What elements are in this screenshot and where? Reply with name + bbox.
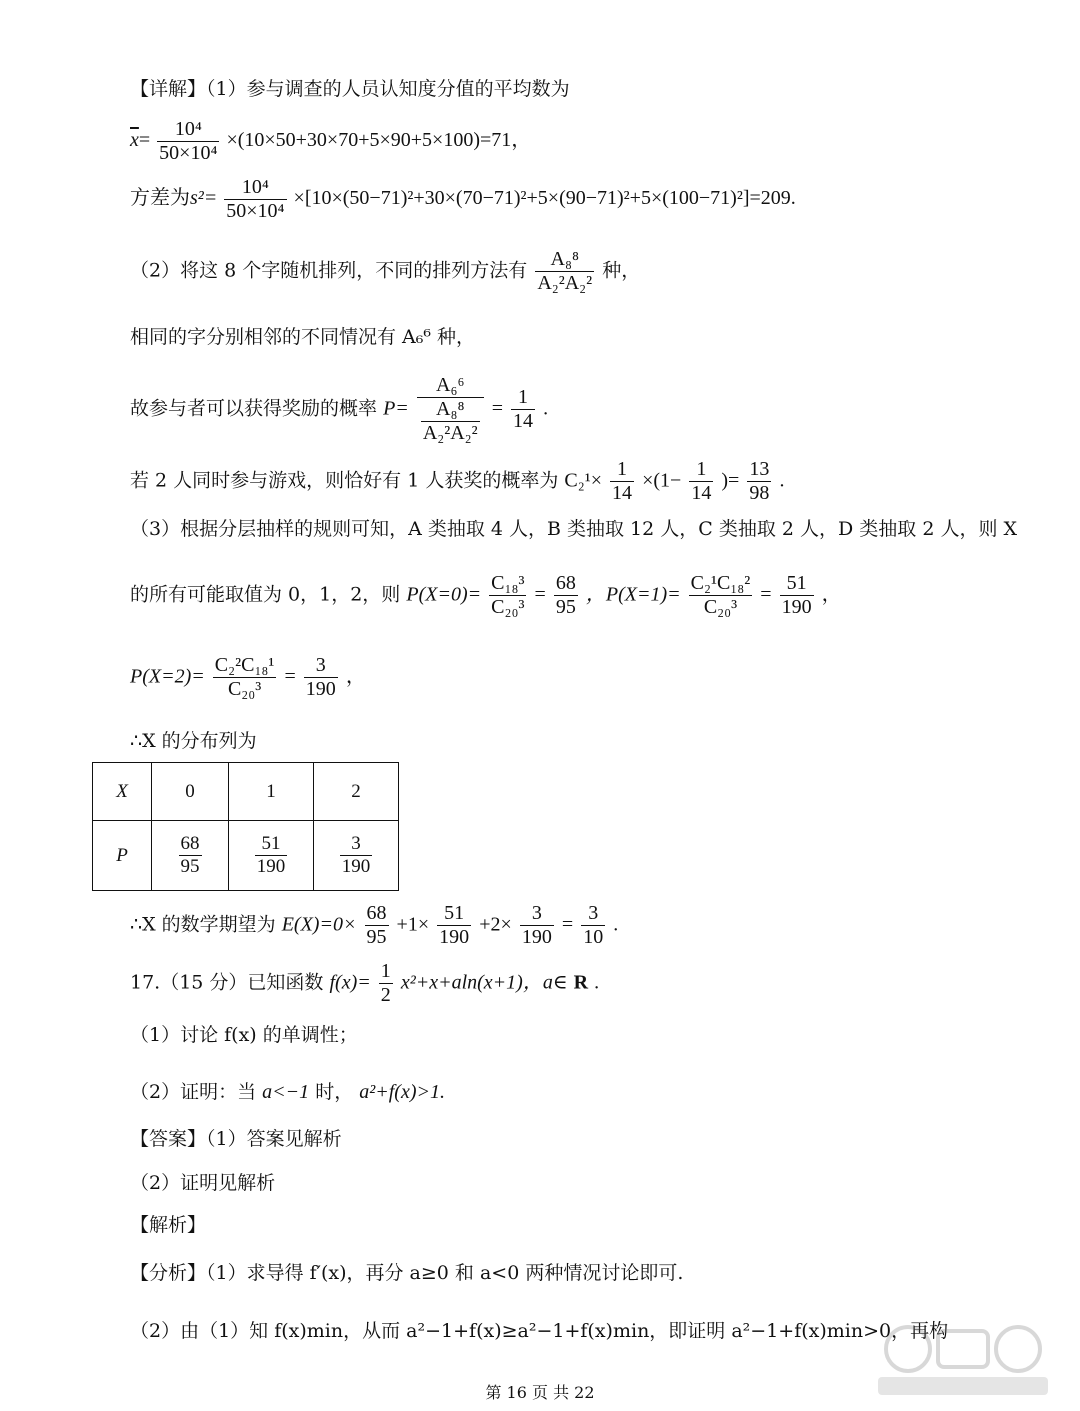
answer-heading: 【答案】（1）答案见解析 xyxy=(130,1128,342,1150)
mean-fraction: $\frac{\text{10⁴}}{\text{50×10⁴}}$ xyxy=(159,118,218,164)
stratified-sampling-line: （3）根据分层抽样的规则可知，A 类抽取 4 人，B 类抽取 12 人，C 类抽取 2 人，D 类抽取 2 人，则 X xyxy=(130,518,1018,540)
table-cell: 2 xyxy=(314,763,399,821)
mean-formula: $\overline{x}=$ $\frac{\text{10⁴}}{\text{50×10⁴}}$ ×(10×50+30×70+5×90+5×100)=71， xyxy=(130,118,532,164)
distribution-table xyxy=(92,762,399,891)
adjacent-count-line: 相同的字分别相邻的不同情况有 A₆⁶ 种， xyxy=(130,326,476,348)
answer-part-2: （2）证明见解析 xyxy=(130,1172,276,1194)
two-player-probability-line: 若 2 人同时参与游戏，则恰好有 1 人获奖的概率为 C₂¹× $\frac{1}{14}$ ×(1− $\frac{1}{14}$ )= $\frac{13}{98}$ . xyxy=(130,458,785,504)
reward-probability-line: 故参与者可以获得奖励的概率 P= $\frac{\text{A₆⁶}}{\frac{\text{A₈⁸}}{\text{A₂²A₂²}}}$ = $\frac{1}{14}$ . xyxy=(130,374,549,444)
p-x-2-line: P(X=2)= $\frac{\text{C₂²C₁₈¹}}{\text{C₂₀³}}$ = $\frac{3}{190}$ ， xyxy=(130,654,366,700)
table-cell: 0 xyxy=(152,763,229,821)
analysis-part-2: （2）由（1）知 f(x)min，从而 a²−1+f(x)≥a²−1+f(x)min，即证明 a²−1+f(x)min>0，再构 xyxy=(130,1320,949,1342)
problem-17-statement: 17.（15 分）已知函数 f(x)= $\frac{1}{2}$ x²+x+aln(x+1)，a∈ R . xyxy=(130,960,600,1006)
probability-result-fraction: $\frac{1}{14}$ xyxy=(513,386,534,432)
table-cell: 1 xyxy=(229,763,314,821)
arrangement-fraction: $\frac{\text{A₈⁸}}{\text{A₂²A₂²}}$ xyxy=(537,248,593,294)
problem-17-part-1: （1）讨论 f(x) 的单调性； xyxy=(130,1024,358,1046)
analysis-part-1: 【分析】（1）求导得 f′(x)，再分 a≥0 和 a<0 两种情况讨论即可. xyxy=(130,1262,684,1284)
table-cell: $\frac{3}{190}$ xyxy=(314,821,399,891)
solution-heading: 【详解】（1）参与调查的人员认知度分值的平均数为 xyxy=(130,78,570,100)
expectation-line: ∴X 的数学期望为 E(X)=0× $\frac{68}{95}$ +1× $\frac{51}{190}$ +2× $\frac{3}{190}$ = $\frac{3}{10}$ . xyxy=(130,902,619,948)
distribution-heading: ∴X 的分布列为 xyxy=(130,730,257,752)
variance-fraction: $\frac{\text{10⁴}}{\text{50×10⁴}}$ xyxy=(226,176,285,222)
problem-17-part-2: （2）证明：当 a<−1 时， a²+f(x)>1. xyxy=(130,1081,445,1103)
probability-compound-fraction: $\frac{\text{A₆⁶}}{\frac{\text{A₈⁸}}{\text{A₂²A₂²}}}$ xyxy=(417,374,484,445)
arrangement-count-line: （2）将这 8 个字随机排列，不同的排列方法有 $\frac{\text{A₈⁸}}{\text{A₂²A₂²}}$ 种， xyxy=(130,248,641,294)
distribution-values-line: 的所有可能取值为 0，1，2，则 P(X=0)= $\frac{\text{C₁₈³}}{\text{C₂₀³}}$ = $\frac{68}{95}$ ，P(X=1)= $\frac{\text{C₂¹C₁₈²}}{\text{C₂₀³}}$ = $\frac{51}{190}$ ， xyxy=(130,572,842,618)
page-footer: 第 16 页 共 22 xyxy=(485,1383,595,1402)
table-row xyxy=(93,821,399,891)
table-header-row xyxy=(93,763,399,821)
table-cell: P xyxy=(93,821,152,891)
analysis-heading: 【解析】 xyxy=(130,1214,207,1236)
table-cell: $\frac{68}{95}$ xyxy=(152,821,229,891)
variance-formula: 方差为s²= $\frac{\text{10⁴}}{\text{50×10⁴}}$ ×[10×(50−71)²+30×(70−71)²+5×(90−71)²+5×(100−71)²]=209. xyxy=(130,176,796,222)
table-cell: $\frac{51}{190}$ xyxy=(229,821,314,891)
table-cell: X xyxy=(93,763,152,821)
watermark-logo xyxy=(868,1319,1058,1399)
